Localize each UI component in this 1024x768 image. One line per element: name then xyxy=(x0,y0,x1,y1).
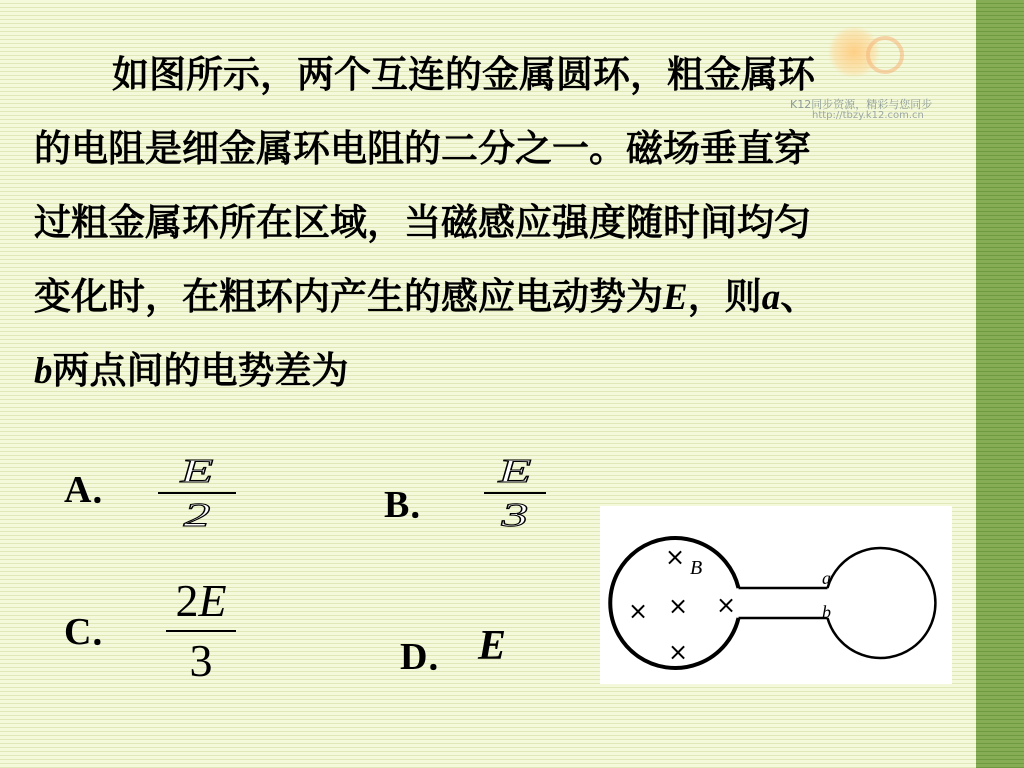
option-a-fraction-bar xyxy=(158,492,236,494)
option-b-fraction xyxy=(484,444,546,542)
field-mark: × xyxy=(715,591,737,619)
field-mark: × xyxy=(664,543,686,571)
question-line-4-sep: 、 xyxy=(780,275,818,318)
option-a-numerator: E xyxy=(180,452,214,490)
question-line-5-text: 两点间的电势差为 xyxy=(52,349,349,392)
question-line-5 xyxy=(34,334,984,408)
option-b-denominator: 3 xyxy=(501,496,529,534)
logo-url: http://tbzy.k12.com.cn xyxy=(812,110,924,121)
question-line-3: 过粗金属环所在区域，当磁感应强度随时间均匀 xyxy=(34,201,811,244)
question-line-4-then: ，则 xyxy=(687,275,762,318)
question-line-2: 的电阻是细金属环电阻的二分之一。磁场垂直穿 xyxy=(34,127,811,170)
field-mark: × xyxy=(667,638,689,666)
question-line-1-text: 如图所示，两个互连的金属圆环，粗金属环 xyxy=(112,53,815,96)
option-b-fraction-bar xyxy=(484,492,546,494)
option-a-fraction xyxy=(158,444,236,542)
option-c-numerator xyxy=(166,575,236,626)
question-line-1 xyxy=(34,38,984,112)
point-b-label: b xyxy=(822,602,831,622)
thin-ring-outline xyxy=(828,548,936,658)
option-b-label[interactable]: B． xyxy=(384,484,448,526)
option-c-fraction-bar xyxy=(166,630,236,632)
question-text xyxy=(34,38,984,408)
option-c-label[interactable]: C． xyxy=(64,611,130,653)
option-c-variable: E xyxy=(198,575,227,626)
question-line-4-text: 变化时，在粗环内产生的感应电动势为 xyxy=(34,275,663,318)
point-a-variable: a xyxy=(761,277,781,318)
option-c-fraction xyxy=(166,575,236,686)
point-a-label: a xyxy=(822,568,831,588)
option-b-numerator: E xyxy=(498,452,532,490)
option-a-label[interactable]: A． xyxy=(64,469,130,511)
field-label-b: B xyxy=(690,557,703,579)
option-c-coefficient: 2 xyxy=(175,575,199,626)
emf-variable: E xyxy=(663,277,688,318)
ring-circuit-diagram xyxy=(600,506,952,684)
logo-slogan: K12同步资源，精彩与您同步 xyxy=(790,98,933,111)
question-line-4 xyxy=(34,260,984,334)
option-d-label[interactable]: D． xyxy=(400,636,466,678)
option-c-denominator: 3 xyxy=(189,635,213,686)
option-d-value: E xyxy=(478,623,507,669)
ring-circuit-figure xyxy=(600,506,952,684)
field-mark: × xyxy=(667,592,689,620)
option-a-denominator: 2 xyxy=(183,496,211,534)
field-mark: × xyxy=(627,597,649,625)
point-b-variable: b xyxy=(34,351,53,392)
